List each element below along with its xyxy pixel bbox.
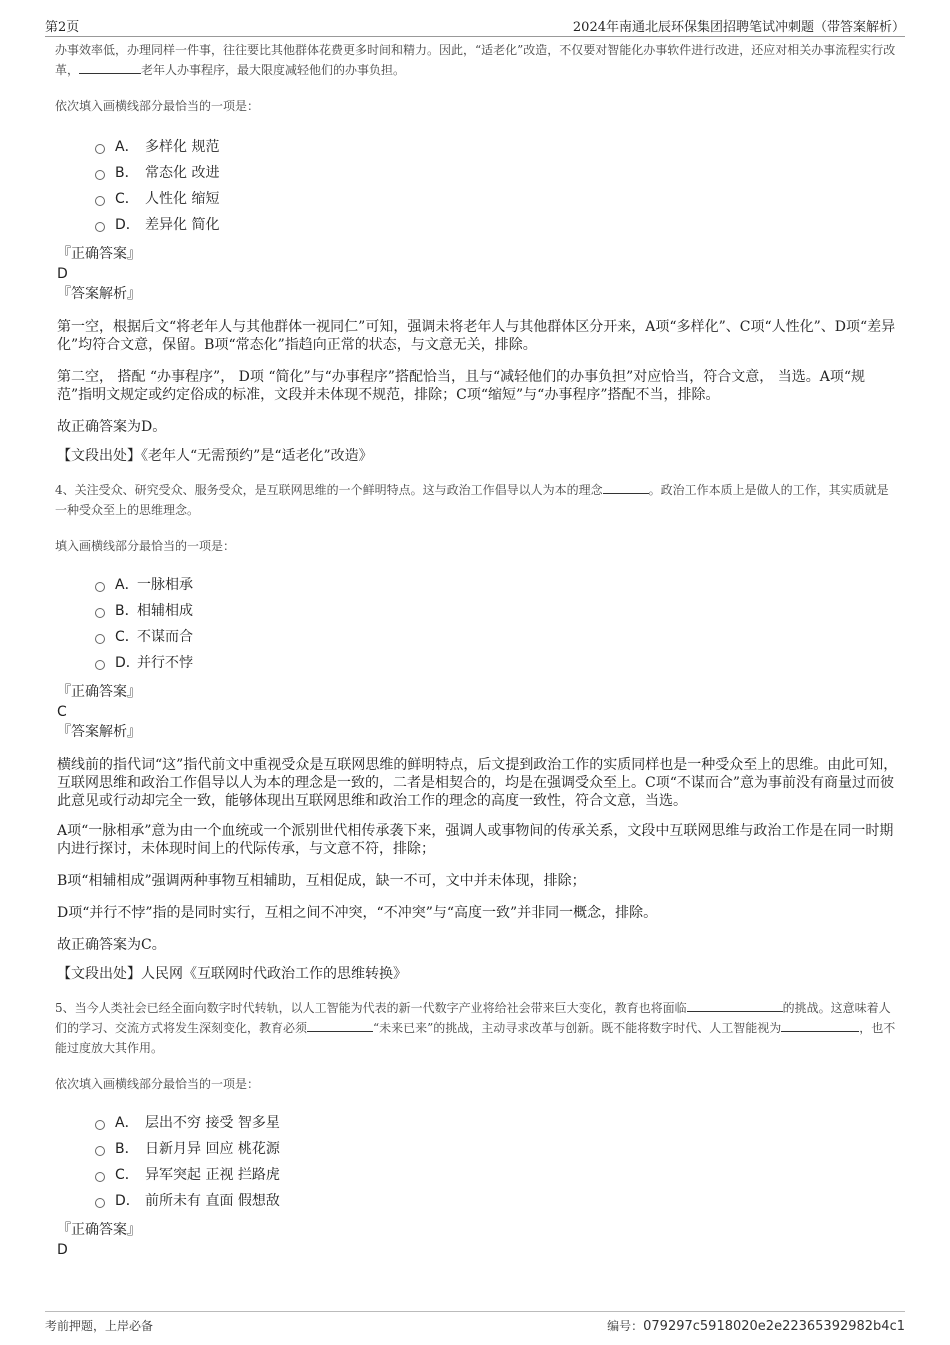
radio-icon[interactable]	[95, 1198, 105, 1208]
analysis-paragraph: 故正确答案为D。	[57, 419, 167, 435]
option-d[interactable]: D． 前所未有 直面 假想敌	[95, 1188, 900, 1214]
question-text: 办事效率低，办理同样一件事，往往要比其他群体花费更多时间和精力。因此，“适老化”改造，不仅要对智能化办事软件进行改进，还应对相关办事流程实行改革， 老年人办事程序，最大限度减轻他们的办事负担。	[55, 43, 896, 77]
option-b[interactable]: B． 相辅相成	[95, 598, 900, 624]
question-4	[55, 480, 900, 984]
analysis-label: 『答案解析』	[57, 286, 141, 302]
radio-icon[interactable]	[95, 634, 105, 644]
page-header	[45, 14, 905, 37]
option-a[interactable]: A． 一脉相承	[95, 572, 900, 598]
fill-blank	[307, 1019, 373, 1032]
analysis-paragraph: 故正确答案为C。	[57, 937, 166, 953]
answer-label: 『正确答案』	[57, 246, 141, 262]
footer-slogan: 考前押题，上岸必备	[45, 1319, 154, 1333]
page-footer	[45, 1311, 905, 1336]
document-code: 编号：079297c5918020e2e22365392982b4c1	[607, 1319, 905, 1334]
radio-icon[interactable]	[95, 608, 105, 618]
option-c[interactable]: C． 人性化 缩短	[95, 186, 900, 212]
analysis-paragraph: B项“相辅相成”强调两种事物互相辅助，互相促成，缺一不可，文中并未体现，排除；	[57, 873, 586, 889]
question-prompt: 依次填入画横线部分最恰当的一项是：	[55, 99, 260, 113]
answer-label: 『正确答案』	[57, 1222, 141, 1238]
option-d[interactable]: D． 差异化 简化	[95, 212, 900, 238]
analysis-paragraph: D项“并行不悖”指的是同时实行，互相之间不冲突，“不冲突”与“高度一致”并非同一概念，排除。	[57, 905, 658, 921]
analysis-paragraph: 第一空，根据后文“将老年人与其他群体一视同仁”可知，强调未将老年人与其他群体区分开来，A项“多样化”、C项“人性化”、D项“差异化”均符合文意，保留。B项“常态化”指趋向正常的状态，与文意无关，排除。	[57, 319, 896, 353]
question-5	[55, 998, 900, 1260]
radio-icon[interactable]	[95, 1172, 105, 1182]
question-3	[55, 40, 900, 466]
source-citation: 【文段出处】人民网《互联网时代政治工作的思维转换》	[57, 966, 407, 982]
answer-value: D	[57, 1242, 68, 1258]
option-a[interactable]: A． 多样化 规范	[95, 134, 900, 160]
analysis-label: 『答案解析』	[57, 724, 141, 740]
radio-icon[interactable]	[95, 196, 105, 206]
answer-value: C	[57, 704, 67, 720]
fill-blank	[603, 481, 649, 494]
question-prompt: 依次填入画横线部分最恰当的一项是：	[55, 1077, 260, 1091]
page-number: 第2页	[45, 20, 80, 35]
question-prompt: 填入画横线部分最恰当的一项是：	[55, 539, 236, 553]
radio-icon[interactable]	[95, 170, 105, 180]
option-d[interactable]: D． 并行不悖	[95, 650, 900, 676]
analysis-paragraph: 第二空， 搭配 “办事程序”， D项 “简化”与“办事程序”搭配恰当，且与“减轻他们的办事负担”对应恰当，符合文意， 当选。A项“规范”指明文规定或约定俗成的标准，文段并未体现不规范，排除；C项“缩短”与“办事程序”搭配不当，排除。	[57, 369, 865, 403]
page-content	[55, 40, 900, 1260]
option-list	[95, 572, 900, 676]
source-citation: 【文段出处】《老年人“无需预约”是“适老化”改造》	[57, 448, 373, 464]
fill-blank	[687, 999, 783, 1012]
radio-icon[interactable]	[95, 1146, 105, 1156]
option-a[interactable]: A． 层出不穷 接受 智多星	[95, 1110, 900, 1136]
option-c[interactable]: C． 不谋而合	[95, 624, 900, 650]
radio-icon[interactable]	[95, 582, 105, 592]
analysis-paragraph: 横线前的指代词“这”指代前文中重视受众是互联网思维的鲜明特点，后文提到政治工作的实质同样也是一种受众至上的思维。由此可知，互联网思维和政治工作倡导以人为本的理念是一致的，二者是相契合的，均是在强调受众至上。C项“不谋而合”意为事前没有商量过而彼此意见或行动却完全一致，能够体现出互联网思维和政治工作的理念的高度一致性，符合文意，当选。	[57, 757, 898, 809]
option-list	[95, 134, 900, 238]
radio-icon[interactable]	[95, 144, 105, 154]
answer-value: D	[57, 266, 68, 282]
option-c[interactable]: C． 异军突起 正视 拦路虎	[95, 1162, 900, 1188]
option-b[interactable]: B． 日新月异 回应 桃花源	[95, 1136, 900, 1162]
fill-blank	[79, 61, 141, 74]
analysis-paragraph: A项“一脉相承”意为由一个血统或一个派别世代相传承袭下来，强调人或事物间的传承关系，文段中互联网思维与政治工作是在同一时期内进行探讨，未体现时间上的代际传承，与文意不符，排除；	[57, 823, 894, 857]
option-list	[95, 1110, 900, 1214]
fill-blank	[781, 1019, 859, 1032]
radio-icon[interactable]	[95, 660, 105, 670]
question-text: 5、当今人类社会已经全面向数字时代转轨，以人工智能为代表的新一代数字产业将给社会带来巨大变化，教育也将面临 的挑战。这意味着人们的学习、交流方式将发生深刻变化，教育必须 “未来已来”的挑战，主动寻求改革与创新。既不能将数字时代、人工智能视为 ，也不能过度放大其作用。	[55, 1001, 896, 1055]
radio-icon[interactable]	[95, 222, 105, 232]
question-text: 4、关注受众、研究受众、服务受众，是互联网思维的一个鲜明特点。这与政治工作倡导以人为本的理念 。政治工作本质上是做人的工作，其实质就是一种受众至上的思维理念。	[55, 483, 889, 517]
answer-label: 『正确答案』	[57, 684, 141, 700]
option-b[interactable]: B． 常态化 改进	[95, 160, 900, 186]
document-title: 2024年南通北辰环保集团招聘笔试冲刺题（带答案解析）	[572, 20, 905, 35]
radio-icon[interactable]	[95, 1120, 105, 1130]
